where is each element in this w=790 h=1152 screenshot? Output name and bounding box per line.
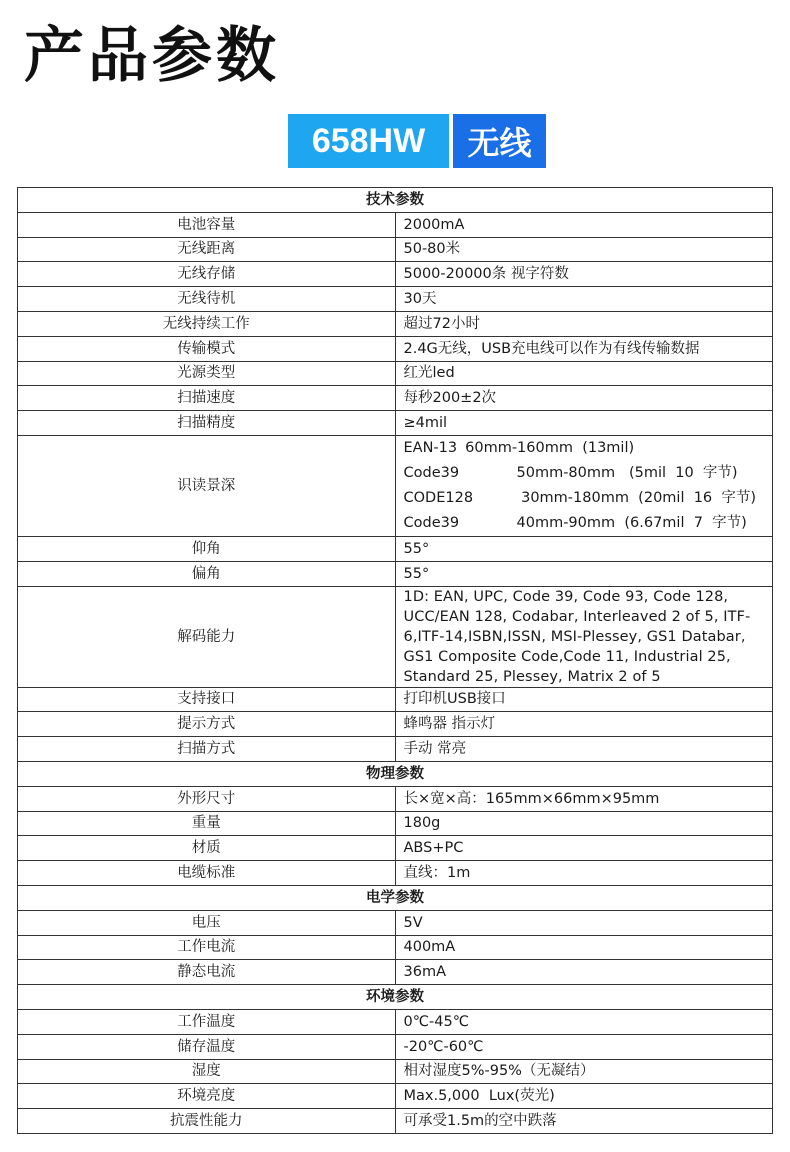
table-row <box>18 361 773 386</box>
row-value: 30天 <box>395 287 773 312</box>
row-value: 50-80米 <box>395 237 773 262</box>
table-row <box>18 586 773 687</box>
row-label: 扫描精度 <box>18 411 396 436</box>
table-row <box>18 910 773 935</box>
table-row <box>18 737 773 762</box>
row-value: 手动 常亮 <box>395 737 773 762</box>
row-label: 电池容量 <box>18 212 396 237</box>
row-label: 工作电流 <box>18 935 396 960</box>
row-value: 长×宽×高：165mm×66mm×95mm <box>395 786 773 811</box>
table-row <box>18 712 773 737</box>
row-label: 支持接口 <box>18 687 396 712</box>
table-row <box>18 811 773 836</box>
table-row <box>18 262 773 287</box>
row-value: 5V <box>395 910 773 935</box>
row-label: 识读景深 <box>18 435 396 536</box>
model-number: 658HW <box>288 114 449 168</box>
row-label: 电压 <box>18 910 396 935</box>
dof-code: Code39 <box>403 515 460 532</box>
section-header-electrical: 电学参数 <box>18 885 773 910</box>
table-row <box>18 435 773 536</box>
row-value: -20℃-60℃ <box>395 1034 773 1059</box>
table-row <box>18 861 773 886</box>
section-header-physical: 物理参数 <box>18 761 773 786</box>
row-value: Max.5,000 Lux(荧光) <box>395 1084 773 1109</box>
row-label: 环境亮度 <box>18 1084 396 1109</box>
row-value: 可承受1.5m的空中跌落 <box>395 1109 773 1134</box>
row-label: 工作温度 <box>18 1009 396 1034</box>
table-row <box>18 786 773 811</box>
section-row <box>18 985 773 1010</box>
row-label: 重量 <box>18 811 396 836</box>
section-row <box>18 761 773 786</box>
table-row <box>18 1059 773 1084</box>
section-row <box>18 885 773 910</box>
row-label: 无线待机 <box>18 287 396 312</box>
row-label: 外形尺寸 <box>18 786 396 811</box>
depth-of-field-values <box>395 435 773 536</box>
row-value: 超过72小时 <box>395 311 773 336</box>
decode-capability-value: 1D: EAN, UPC, Code 39, Code 93, Code 128, UCC/EAN 128, Codabar, Interleaved 2 of 5, ITF-6,ITF-14,ISBN,ISSN, MSI-Plessey, GS1 Databar, GS1 Composite Code,Code 11, Industrial 25, Standard 25, Plessey, Matrix 2 of 5 <box>395 586 773 687</box>
table-row <box>18 311 773 336</box>
section-header-environment: 环境参数 <box>18 985 773 1010</box>
row-value: 0℃-45℃ <box>395 1009 773 1034</box>
row-label: 提示方式 <box>18 712 396 737</box>
dof-line <box>404 461 765 486</box>
row-value: 180g <box>395 811 773 836</box>
dof-code: EAN-13 <box>403 440 458 457</box>
spec-table <box>17 187 773 1134</box>
table-row <box>18 1009 773 1034</box>
row-value: 55° <box>395 536 773 561</box>
table-row <box>18 386 773 411</box>
page-title: 产品参数 <box>24 21 280 91</box>
row-label: 光源类型 <box>18 361 396 386</box>
table-row <box>18 1109 773 1134</box>
row-value: 55° <box>395 561 773 586</box>
row-label: 传输模式 <box>18 336 396 361</box>
table-row <box>18 237 773 262</box>
dof-code: CODE128 <box>403 490 474 507</box>
row-label: 湿度 <box>18 1059 396 1084</box>
row-value: ≥4mil <box>395 411 773 436</box>
row-label: 仰角 <box>18 536 396 561</box>
dof-line <box>404 511 765 536</box>
table-row <box>18 935 773 960</box>
table-row <box>18 1034 773 1059</box>
row-label: 材质 <box>18 836 396 861</box>
row-value: 2.4G无线，USB充电线可以作为有线传输数据 <box>395 336 773 361</box>
dof-spec: 50mm-80mm (5mil 10 字节) <box>516 465 738 482</box>
row-label: 无线距离 <box>18 237 396 262</box>
table-row <box>18 561 773 586</box>
dof-spec: 30mm-180mm (20mil 16 字节) <box>516 490 757 507</box>
row-label: 无线存储 <box>18 262 396 287</box>
dof-line <box>404 436 765 461</box>
row-label: 抗震性能力 <box>18 1109 396 1134</box>
row-value: 400mA <box>395 935 773 960</box>
row-label: 静态电流 <box>18 960 396 985</box>
model-type: 无线 <box>453 114 546 168</box>
row-value: 红光led <box>395 361 773 386</box>
row-value: 36mA <box>395 960 773 985</box>
table-row <box>18 536 773 561</box>
table-row <box>18 287 773 312</box>
dof-spec: 60mm-160mm (13mil) <box>465 440 635 457</box>
table-row <box>18 836 773 861</box>
row-value: 打印机USB接口 <box>395 687 773 712</box>
dof-line <box>404 486 765 511</box>
row-value: ABS+PC <box>395 836 773 861</box>
section-row <box>18 188 773 213</box>
table-row <box>18 960 773 985</box>
table-row <box>18 1084 773 1109</box>
dof-code: Code39 <box>403 465 460 482</box>
table-row <box>18 687 773 712</box>
row-label: 无线持续工作 <box>18 311 396 336</box>
row-value: 2000mA <box>395 212 773 237</box>
row-value: 5000-20000条 视字符数 <box>395 262 773 287</box>
row-label: 电缆标准 <box>18 861 396 886</box>
row-label: 储存温度 <box>18 1034 396 1059</box>
table-row <box>18 336 773 361</box>
section-header-tech: 技术参数 <box>18 188 773 213</box>
model-banner <box>288 114 546 168</box>
row-value: 相对湿度5%-95%（无凝结） <box>395 1059 773 1084</box>
row-label: 扫描方式 <box>18 737 396 762</box>
row-value: 直线：1m <box>395 861 773 886</box>
row-value: 每秒200±2次 <box>395 386 773 411</box>
table-row <box>18 212 773 237</box>
table-row <box>18 411 773 436</box>
row-label: 偏角 <box>18 561 396 586</box>
row-value: 蜂鸣器 指示灯 <box>395 712 773 737</box>
row-label: 解码能力 <box>18 586 396 687</box>
dof-spec: 40mm-90mm (6.67mil 7 字节) <box>516 515 747 532</box>
row-label: 扫描速度 <box>18 386 396 411</box>
